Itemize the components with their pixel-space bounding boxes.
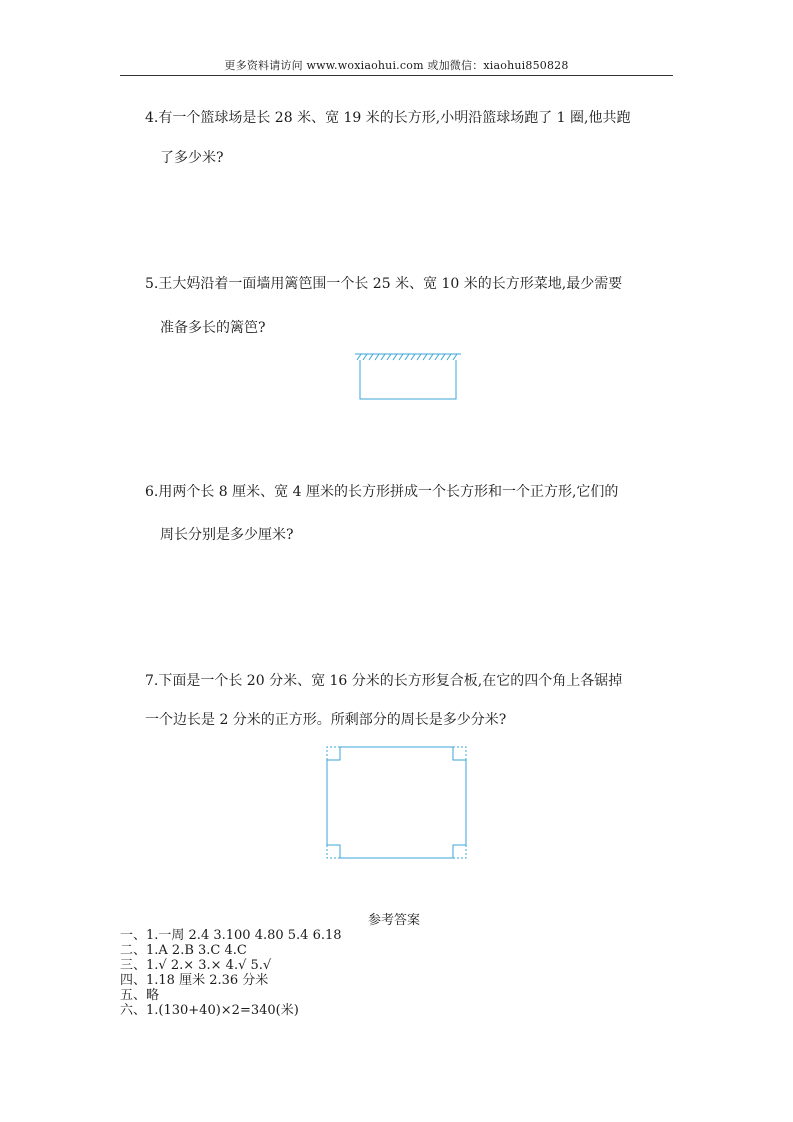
question-7-line-1: 7.下面是一个长 20 分米、宽 16 分米的长方形复合板,在它的四个角上各锯掉 [145,673,623,689]
answers-title: 参考答案 [368,913,421,928]
cut-corner-bottom-left [327,845,340,858]
wall-hatching [355,354,461,360]
question-5-line-1: 5.王大妈沿着一面墙用篱笆围一个长 25 米、宽 10 米的长方形菜地,最少需要 [145,276,623,292]
question-5-line-2: 准备多长的篱笆? [160,320,266,336]
cut-corner-squares [327,747,466,858]
question-4-line-1: 4.有一个篮球场是长 28 米、宽 19 米的长方形,小明沿篮球场跑了 1 圈,他共跑 [145,110,631,126]
answer-line-5: 五、略 [120,988,160,1003]
question-6-line-2: 周长分别是多少厘米? [160,527,294,543]
fence-outline [360,360,456,399]
header-divider [120,75,673,76]
answer-line-6: 六、1.(130+40)×2=340(米) [120,1003,299,1018]
fence-wall-diagram [355,352,461,402]
cut-corner-bottom-right [453,845,466,858]
question-4-line-2: 了多少米? [160,150,224,166]
answer-line-1: 一、1.一周 2.4 3.100 4.80 5.4 6.18 [120,928,342,943]
cut-corner-top-left [327,747,340,760]
answer-line-2: 二、1.A 2.B 3.C 4.C [120,943,247,958]
board-corners-diagram [326,746,468,860]
remaining-board-outline [327,747,466,858]
question-6-line-1: 6.用两个长 8 厘米、宽 4 厘米的长方形拼成一个长方形和一个正方形,它们的 [145,484,619,500]
cut-corner-top-right [453,747,466,760]
answer-line-3: 三、1.√ 2.× 3.× 4.√ 5.√ [120,958,272,973]
page-header: 更多资料请访问 www.woxiaohui.com 或加微信：xiaohui850828 [224,59,569,72]
answer-line-4: 四、1.18 厘米 2.36 分米 [120,973,269,988]
question-7-line-2: 一个边长是 2 分米的正方形。所剩部分的周长是多少分米? [145,712,507,728]
